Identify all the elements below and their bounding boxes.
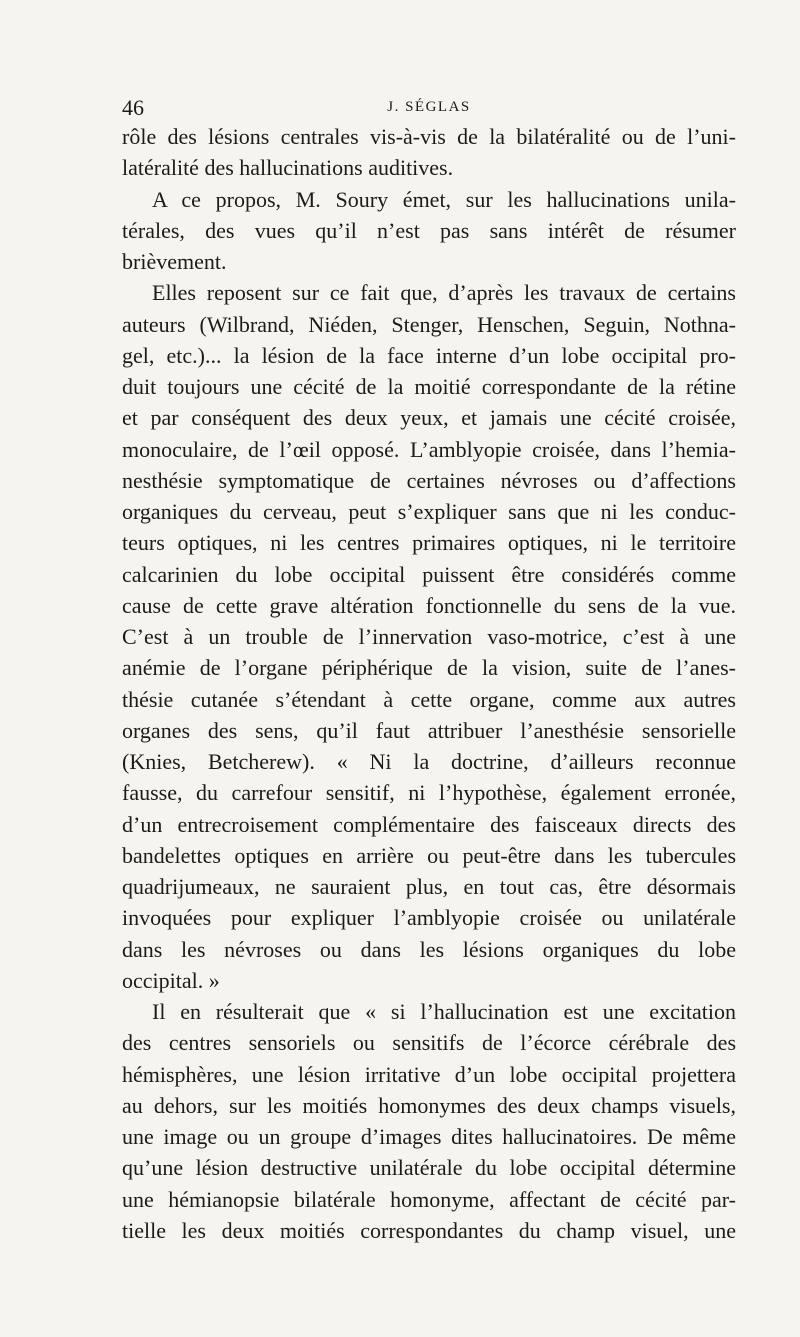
text-line: des centres sensoriels ou sensitifs de l’écorce cérébrale des [122,1030,736,1056]
text-line: Il en résulterait que « si l’hallucination est une excitation [152,999,736,1024]
text-line: qu’une lésion destructive unilatérale du lobe occipital détermine [122,1155,736,1181]
body-text [122,121,736,1246]
text-line: thésie cutanée s’étendant à cette organe, comme aux autres [122,686,736,712]
text-line: cause de cette grave altération fonctionnelle du sens de la vue. [122,592,736,618]
text-line: monoculaire, de l’œil opposé. L’amblyopie croisée, dans l’hemia- [122,436,736,462]
text-line: teurs optiques, ni les centres primaires optiques, ni le territoire [122,530,736,556]
text-line: et par conséquent des deux yeux, et jamais une cécité croisée, [122,405,736,431]
text-line: A ce propos, M. Soury émet, sur les hallucinations unila- [152,186,736,212]
text-line: bandelettes optiques en arrière ou peut-être dans les tubercules [122,842,736,868]
text-line: nesthésie symptomatique de certaines névroses ou d’affections [122,467,736,493]
text-line: latéralité des hallucinations auditives. [122,155,454,181]
text-line: une image ou un groupe d’images dites hallucinatoires. De même [122,1124,736,1149]
text-line: C’est à un trouble de l’innervation vaso-motrice, c’est à une [122,624,736,649]
text-line: Elles reposent sur ce fait que, d’après les travaux de certains [152,280,736,306]
text-line: hémisphères, une lésion irritative d’un lobe occipital projettera [122,1061,736,1087]
text-line: invoquées pour expliquer l’amblyopie croisée ou unilatérale [122,905,736,931]
text-line: duit toujours une cécité de la moitié correspondante de la rétine [122,374,736,399]
page-number: 46 [122,95,144,120]
text-line: occipital. » [122,967,220,993]
text-line: rôle des lésions centrales vis-à-vis de la bilatéralité ou de l’uni- [122,124,736,149]
text-line: organiques du cerveau, peut s’expliquer sans que ni les conduc- [122,499,736,524]
text-line: auteurs (Wilbrand, Niéden, Stenger, Henschen, Seguin, Nothna- [122,311,736,337]
text-line: dans les névroses ou dans les lésions organiques du lobe [122,936,736,962]
running-head [122,95,736,121]
text-line: brièvement. [122,249,227,274]
text-line: tielle les deux moitiés correspondantes du champ visuel, une [122,1217,736,1243]
text-line: quadrijumeaux, ne sauraient plus, en tout cas, être désormais [122,874,736,899]
text-line: (Knies, Betcherew). « Ni la doctrine, d’ailleurs reconnue [122,749,736,774]
text-line: anémie de l’organe périphérique de la vision, suite de l’anes- [122,655,736,681]
text-line: térales, des vues qu’il n’est pas sans intérêt de résumer [122,217,736,243]
text-line: d’un entrecroisement complémentaire des faisceaux directs des [122,811,736,837]
text-line: fausse, du carrefour sensitif, ni l’hypothèse, également erronée, [122,780,736,806]
text-line: calcarinien du lobe occipital puissent être considérés comme [122,561,736,587]
text-line: gel, etc.)... la lésion de la face interne d’un lobe occipital pro- [122,342,736,368]
running-title: J. SÉGLAS [387,99,471,115]
text-line: au dehors, sur les moitiés homonymes des deux champs visuels, [122,1092,736,1118]
text-line: organes des sens, qu’il faut attribuer l’anesthésie sensorielle [122,717,736,743]
text-line: une hémianopsie bilatérale homonyme, affectant de cécité par- [122,1186,736,1212]
